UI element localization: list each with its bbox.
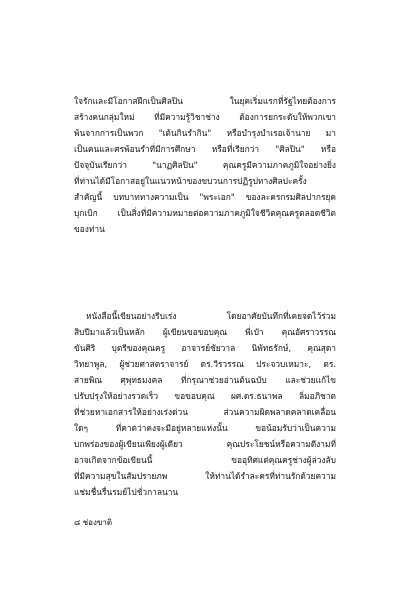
paragraph-line: สิบปีมาแล้วเป็นหลัก ผู้เขียนขอขอบคุณ พี่เป๋า คุณอัศราวรรณ — [74, 327, 336, 337]
paragraph-line: ขันศิริ บุตรีของคุณครู อาจารย์ชัยวาล นิพัทธรักษ์, คุณสุดา — [74, 343, 336, 353]
paragraph-line: ปรับปรุงให้อย่างรวดเร็ว ขอขอบคุณ ผศ.ดร.ธนาพล ลิ่มอภิชาต — [74, 391, 336, 401]
paragraph-line: สำคัญนี้ บทบาททางความเป็น "พระเอก" ของละครกรมศิลปากรยุค — [74, 192, 336, 202]
paragraph-line: ที่มีความสุขในสัมปรายภพ ให้ท่านได้รำละครที่ท่านรักด้วยความ — [74, 471, 336, 481]
paragraph-line: ใดๆ ที่คาดว่าคงจะมีอยู่หลายแห่งนั้น ขอน้อมรับว่าเป็นความ — [74, 423, 336, 433]
paragraph-line: สร้างคนกลุ่มใหม่ ที่มีความรู้วิชาช่าง ต้องการยกระดับให้พวกเขา — [74, 112, 336, 122]
paragraph-line: บกพร่องของผู้เขียนเพียงผู้เดียว คุณประโยชน์หรือความดีงามที่ — [74, 439, 336, 449]
paragraph-line: ของท่าน — [74, 224, 105, 234]
paragraph-line: สายพิณ ศุพุทธมงคล ที่กรุณาช่วยอ่านต้นฉบับ และช่วยแก้ไข — [74, 375, 336, 385]
paragraph-line: อาจเกิดจากข้อเขียนนี้ ขออุทิศแด่คุณครูช่างผู้ล่วงลับ — [74, 455, 336, 465]
paragraph-line: พ้นจากการเป็นพวก "เต้นกินรำกิน" หรือบำรุงบำเรอเจ้านาย มา — [74, 128, 336, 138]
paragraph-line: ใจรักและมีโอกาสฝึกเป็นศิลปิน ในยุคเริ่มแรกที่รัฐไทยต้องการ — [74, 96, 336, 106]
paragraph-line: หนังสือนี้เขียนอย่างรีบเร่ง โดยอาศัยบันทึกที่เคยจดไว้ร่วม — [86, 311, 336, 321]
paragraph-line: แช่มชื่นรื่นรมย์ไปชั่วกาลนาน — [74, 487, 179, 497]
page-folio: ๘ ช่องขาติ — [74, 518, 113, 527]
paragraph-2 — [74, 308, 336, 500]
paragraph-line: ที่ท่านได้มีโอกาสอยู่ในแนวหน้าของขบวนการปฏิรูปทางศิลปะครั้ง — [74, 176, 307, 186]
paragraph-line: บุกเบิก เป็นสิ่งที่มีความหมายต่อความภาคภูมิใจชีวิตคุณครูตลอดชีวิต — [74, 208, 336, 218]
paragraph-line: ปัจจุบันเรียกว่า "นาฏศิลปิน" คุณครูมีความภาคภูมิใจอย่างยิ่ง — [74, 160, 336, 170]
paragraph-line: วิทยาพูล, ผู้ช่วยศาสตราจารย์ ดร.วีรวรรณ ประจวบเหมาะ, ดร. — [74, 359, 336, 369]
paragraph-1 — [74, 93, 336, 237]
paragraph-line: ที่ช่วยหาเอกสารให้อย่างเร่งด่วน ส่วนความผิดพลาดคลาดเคลื่อน — [74, 407, 336, 417]
paragraph-line: เป็นคนและศรพ้อนรำที่มีการศึกษา หรือที่เรียกว่า "ศิลปิน" หรือ — [74, 144, 336, 154]
